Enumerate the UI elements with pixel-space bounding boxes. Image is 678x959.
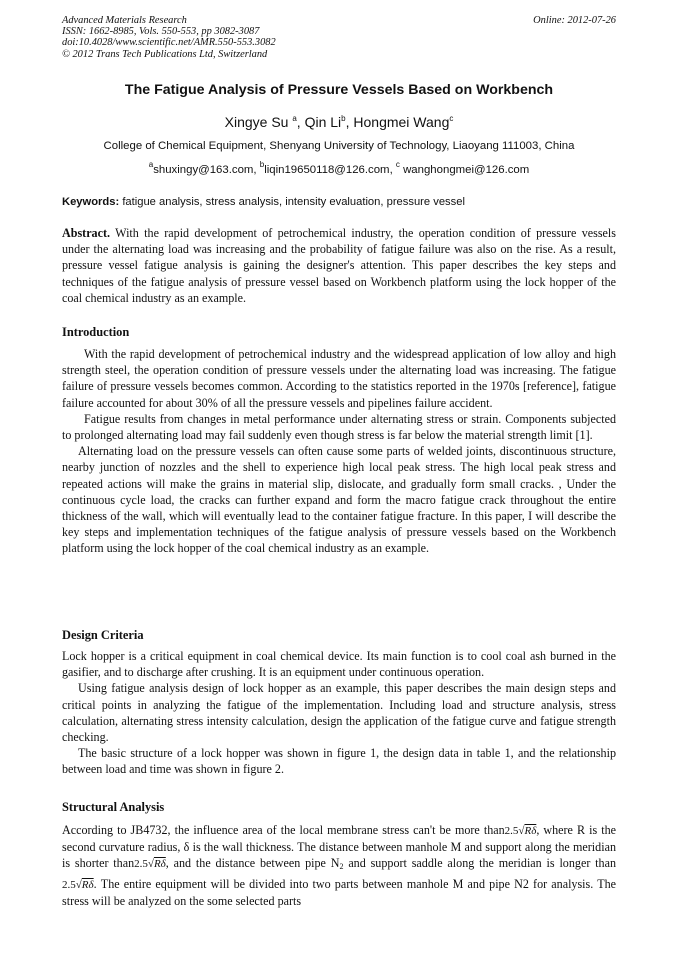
abstract-label: Abstract. bbox=[62, 226, 111, 240]
paragraph: Lock hopper is a critical equipment in coal chemical device. Its main function is to cool coal ash burned in the gasifier, and to discharge after crushing. It is an equipment under continuous operation. bbox=[62, 649, 616, 680]
affiliation: College of Chemical Equipment, Shenyang University of Technology, Liaoyang 111003, China bbox=[103, 140, 575, 152]
paragraph bbox=[62, 822, 616, 909]
abstract bbox=[62, 225, 616, 306]
section-structural-analysis bbox=[62, 822, 616, 909]
abstract-text: With the rapid development of petrochemical industry, the operation condition of pressure vessels under the alternating load was increasing and the probability of fatigue failure was also on the rise. As a result, pressure vessel fatigue analysis is gaining the designer's attention. This paper describes the key steps and techniques of the fatigue analysis of pressure vessel based on Workbench platform using the lock hopper of the coal chemical industry as an example. bbox=[62, 226, 616, 305]
formula-coefficient: 2.5 bbox=[504, 825, 519, 837]
author-mark: a bbox=[292, 114, 297, 123]
author-name: Qin Li bbox=[304, 114, 342, 130]
text-run: According to JB4732, the influence area of the local membrane stress can't be more than bbox=[62, 823, 505, 837]
email-list: $^a$shuxingy@163.com, $^b$liqin19650118@126.com, $^c$ wanghongmei@126.com bbox=[148, 160, 530, 176]
keywords bbox=[62, 196, 616, 208]
email-address[interactable]: wanghongmei@126.com bbox=[403, 164, 530, 176]
formula-radicand: Rδ bbox=[81, 878, 94, 891]
section-heading-design-criteria: Design Criteria bbox=[62, 628, 144, 642]
text-run: , where R is the second curvature radius, δ is the wall thickness. The distance between manhole M and support along the meridian is shorter than bbox=[62, 823, 616, 871]
paragraph: With the rapid development of petrochemical industry and the widespread application of low alloy and high strength steel, the operation condition of pressure vessels under the alternating load was increasing. The fatigue failure of pressure vessels becomes common. According to the statistics reported in the 1970s [reference], fatigue failure accounted for about 30% of all the pressure vessels and pipelines failure accident. bbox=[62, 347, 616, 410]
doi-line: doi:10.4028/www.scientific.net/AMR.550-553.3082 bbox=[62, 37, 276, 49]
paragraph: Using fatigue analysis design of lock hopper as an example, this paper describes the main design steps and critical points in analyzing the fatigue of the implementation. Including load and structure analysis, stress calculation, alternating stress intensity calculation, design the application of the fatigue curve and fatigue strength checking. bbox=[62, 681, 616, 745]
online-date: Online: 2012-07-26 bbox=[533, 15, 616, 26]
paragraph: Alternating load on the pressure vessels can often cause some parts of welded joints, discontinuous structure, nearby junction of nozzles and the shell to experience high local peak stress. The high local peak stress and repeated actions will make the grains in material slip, dislocate, and gradually form small cracks. , Under the continuous cycle load, the cracks can further expand and form the macro fatigue crack throughout the entire thickness of the wall, which will eventually lead to the container fatigue fracture. In this paper, I will describe the key steps and implementation techniques of the fatigue analysis of pressure vessels based on the Workbench platform using the lock hopper of the coal chemical industry as an example. bbox=[62, 444, 616, 556]
email-address[interactable]: shuxingy@163.com bbox=[153, 164, 254, 176]
paragraph: The basic structure of a lock hopper was shown in figure 1, the design data in table 1, and the relationship between load and time was shown in figure 2. bbox=[62, 746, 616, 777]
text-run: and support saddle along the meridian is longer than bbox=[343, 856, 616, 871]
formula-radicand: Rδ bbox=[524, 825, 537, 837]
author-mark: b bbox=[341, 114, 346, 123]
text-run: , and the distance between pipe N bbox=[165, 856, 340, 871]
section-design-criteria bbox=[62, 648, 616, 778]
journal-name: Advanced Materials Research bbox=[62, 15, 187, 26]
paragraph: Fatigue results from changes in metal performance under alternating stress or strain. Components subjected to prolonged alternating load may fail suddenly even though stress is far below the material strength limit [1]. bbox=[62, 411, 616, 443]
formula-radicand: Rδ bbox=[153, 858, 166, 871]
author-name: Hongmei Wang bbox=[353, 114, 450, 130]
paper-title: The Fatigue Analysis of Pressure Vessels Based on Workbench bbox=[124, 82, 554, 98]
author-list: Xingye Su $^a$, Qin Li$^b$, Hongmei Wang$^c$ bbox=[224, 114, 454, 130]
keywords-label: Keywords: bbox=[62, 196, 120, 208]
email-address[interactable]: liqin19650118@126.com bbox=[264, 164, 390, 176]
copyright-line: © 2012 Trans Tech Publications Ltd, Switzerland bbox=[62, 48, 268, 60]
keywords-text: fatigue analysis, stress analysis, intensity evaluation, pressure vessel bbox=[122, 196, 465, 208]
section-introduction bbox=[62, 346, 616, 557]
formula-coefficient: 2.5 bbox=[134, 858, 148, 871]
formula: 2.5√Rδ bbox=[134, 858, 166, 871]
email-mark: c bbox=[395, 160, 400, 169]
formula-coefficient: 2.5 bbox=[62, 878, 76, 891]
section-heading-introduction: Introduction bbox=[62, 325, 130, 339]
formula: 2.5√Rδ bbox=[62, 878, 94, 891]
formula: 2.5√Rδ bbox=[504, 825, 537, 837]
author-name: Xingye Su bbox=[224, 114, 289, 130]
email-mark: b bbox=[259, 160, 265, 169]
email-mark: a bbox=[148, 160, 154, 169]
text-run: . The entire equipment will be divided into two parts between manhole M and pipe N2 for analysis. The stress will be analyzed on the some selected parts bbox=[62, 876, 616, 908]
subscript: 2 bbox=[339, 862, 344, 872]
author-mark: c bbox=[449, 114, 454, 123]
section-heading-structural-analysis: Structural Analysis bbox=[62, 800, 165, 814]
issn-line: ISSN: 1662-8985, Vols. 550-553, pp 3082-3087 bbox=[62, 26, 260, 38]
journal-header bbox=[62, 15, 616, 60]
